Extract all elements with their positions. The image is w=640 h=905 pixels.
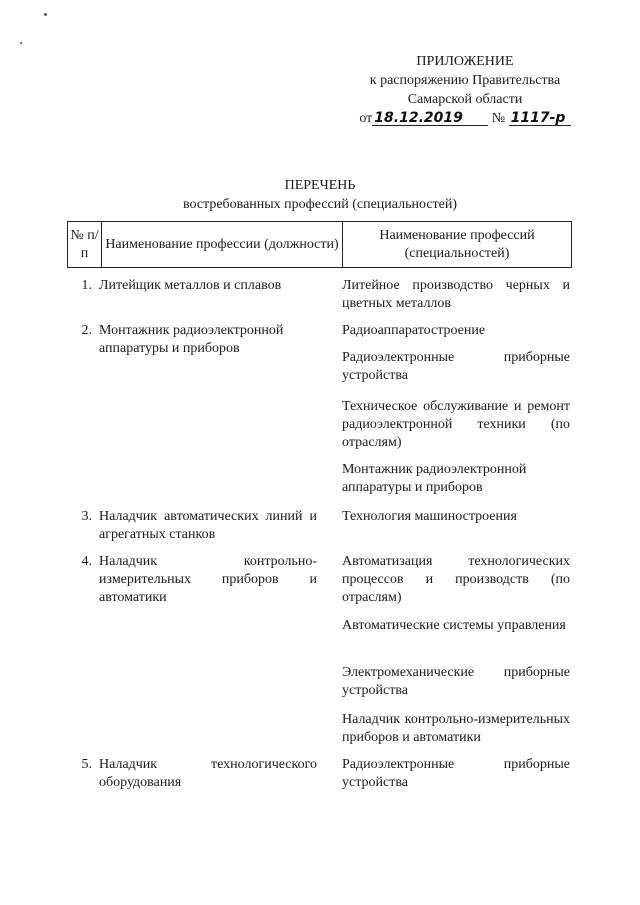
row-number: 1.	[81, 278, 92, 293]
list-title: ПЕРЕЧЕНЬ	[284, 178, 356, 193]
profession-name: Наладчик технологического оборудования	[99, 757, 317, 790]
specialty-item: Наладчик контрольно-измерительных приборов и автоматики	[342, 712, 570, 745]
header-number: № п/п	[68, 222, 102, 268]
profession-name: Монтажник радиоэлектронной аппаратуры и приборов	[99, 323, 284, 356]
specialty-item: Техническое обслуживание и ремонт радиоэлектронной техники (по отраслям)	[342, 399, 570, 450]
scan-speck	[44, 13, 47, 16]
specialty-item: Радиоаппаратостроение	[342, 323, 486, 338]
specialty-item: Монтажник радиоэлектронной аппаратуры и приборов	[342, 462, 527, 495]
list-subtitle: востребованных профессий (специальностей)	[182, 197, 458, 212]
appendix-header	[330, 52, 600, 128]
scan-speck	[20, 42, 22, 44]
profession-name: Наладчик контрольно-измерительных приборов и автоматики	[99, 554, 317, 605]
header-specialties: Наименование профессий (специальностей)	[343, 222, 572, 268]
appendix-reference	[330, 109, 600, 128]
header-profession: Наименование профессии (должности)	[102, 222, 343, 268]
specialty-item: Технология машиностроения	[342, 509, 517, 524]
appendix-label: ПРИЛОЖЕНИЕ	[416, 54, 514, 69]
specialty-item: Электромеханические приборные устройства	[342, 665, 570, 698]
row-number: 3.	[81, 509, 92, 524]
profession-name: Наладчик автоматических линий и агрегатных станков	[99, 509, 317, 542]
table-header	[67, 221, 572, 268]
specialty-item: Литейное производство черных и цветных металлов	[342, 278, 570, 311]
number-label: №	[491, 111, 506, 126]
specialty-item: Радиоэлектронные приборные устройства	[342, 757, 570, 790]
from-label: от	[359, 111, 373, 126]
profession-name: Литейщик металлов и сплавов	[99, 278, 282, 293]
row-number: 5.	[81, 757, 92, 772]
specialty-item: Автоматические системы управления	[342, 618, 566, 633]
appendix-region-line: Самарской области	[407, 92, 523, 107]
handwritten-number: 1117-р	[509, 111, 571, 126]
row-number: 4.	[81, 554, 92, 569]
specialty-item: Радиоэлектронные приборные устройства	[342, 350, 570, 383]
specialty-item: Автоматизация технологических процессов и производств (по отраслям)	[342, 554, 570, 605]
row-number: 2.	[81, 323, 92, 338]
appendix-order-line: к распоряжению Правительства	[369, 73, 561, 88]
handwritten-date: 18.12.2019	[372, 111, 488, 126]
